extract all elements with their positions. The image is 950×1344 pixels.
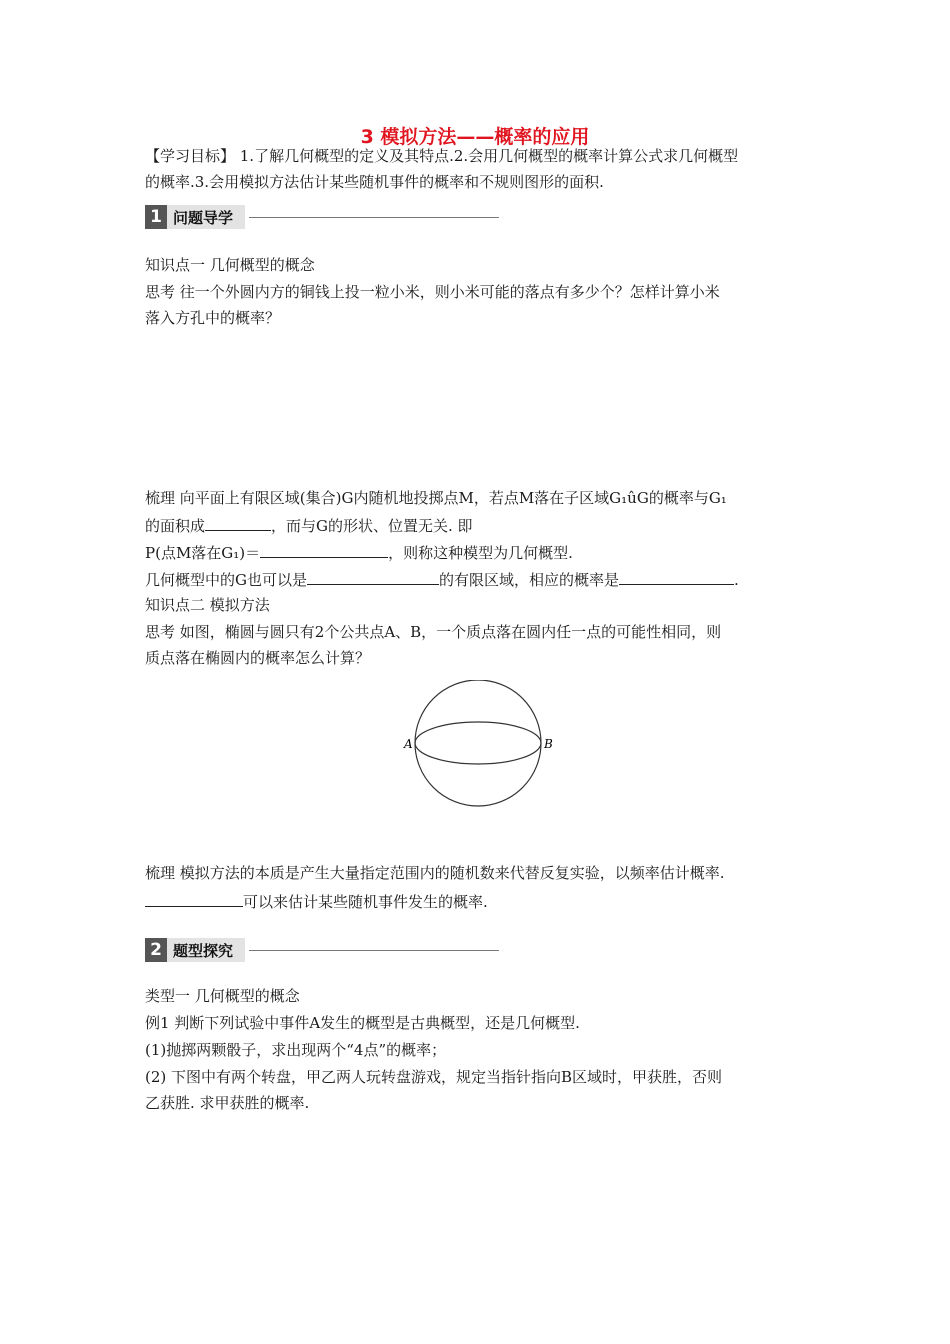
- fill-blank[interactable]: [145, 890, 243, 907]
- think-2-line-2: 质点落在椭圆内的概率怎么计算？: [145, 649, 371, 667]
- ellipse-shape: [415, 722, 541, 764]
- section-number: 1: [145, 205, 167, 229]
- learning-goals-line-2: 的概率.3.会用模拟方法估计某些随机事件的概率和不规则图形的面积.: [145, 173, 604, 191]
- fill-blank[interactable]: [619, 568, 734, 585]
- section-label: 题型探究: [167, 938, 245, 962]
- section-header-explore: [145, 938, 499, 962]
- knowledge-point-2-heading: 知识点二 模拟方法: [145, 596, 270, 614]
- fill-blank[interactable]: [205, 514, 271, 531]
- summary-text: .: [734, 571, 739, 589]
- fill-blank[interactable]: [307, 568, 439, 585]
- think-1-line-2: 落入方孔中的概率？: [145, 309, 281, 327]
- point-a-label: A: [404, 737, 413, 751]
- section-label: 问题导学: [167, 205, 245, 229]
- summary-2-line-1: 梳理 模拟方法的本质是产生大量指定范围内的随机数来代替反复实验，以频率估计概率.: [145, 864, 725, 882]
- summary-text: ，而与G的形状、位置无关. 即: [271, 517, 473, 535]
- example-item-2-line-2: 乙获胜. 求甲获胜的概率.: [145, 1094, 310, 1112]
- summary-text: 的有限区域，相应的概率是: [438, 571, 619, 589]
- type-1-heading: 类型一 几何概型的概念: [145, 987, 300, 1005]
- summary-1-line-4: [145, 568, 739, 590]
- circle-ellipse-figure: [396, 680, 556, 810]
- example-item-1: (1)抛掷两颗骰子，求出现两个“4点”的概率；: [145, 1041, 447, 1059]
- summary-text: 可以来估计某些随机事件发生的概率.: [243, 893, 488, 911]
- summary-text: 几何概型中的G也可以是: [145, 571, 307, 589]
- example-item-2-line-1: (2) 下图中有两个转盘，甲乙两人玩转盘游戏，规定当指针指向B区域时，甲获胜，否则: [145, 1068, 723, 1086]
- circle-shape: [415, 680, 541, 806]
- section-header-guide: [145, 205, 499, 229]
- summary-2-line-2: [145, 890, 488, 912]
- point-b-label: B: [544, 737, 553, 751]
- page-title: 3 模拟方法——概率的应用: [360, 126, 590, 148]
- think-2-line-1: 思考 如图，椭圆与圆只有2个公共点A、B，一个质点落在圆内任一点的可能性相同，则: [145, 623, 722, 641]
- summary-1-line-3: [145, 541, 573, 563]
- summary-1-line-1: 梳理 向平面上有限区域(集合)G内随机地投掷点M，若点M落在子区域G₁ûG的概率与G₁: [145, 489, 727, 507]
- summary-1-line-2: [145, 514, 473, 536]
- summary-text: ，则称这种模型为几何概型.: [388, 544, 573, 562]
- section-rule: [249, 217, 499, 218]
- section-rule: [249, 950, 499, 951]
- section-number: 2: [145, 938, 167, 962]
- think-1-line-1: 思考 往一个外圆内方的铜钱上投一粒小米，则小米可能的落点有多少个？怎样计算小米: [145, 283, 720, 301]
- example-1: 例1 判断下列试验中事件A发生的概型是古典概型，还是几何概型.: [145, 1014, 580, 1032]
- learning-goals-line-1: 【学习目标】 1.了解几何概型的定义及其特点.2.会用几何概型的概率计算公式求几何概型: [145, 147, 739, 165]
- fill-blank[interactable]: [260, 541, 388, 558]
- summary-text: 的面积成: [145, 517, 206, 535]
- knowledge-point-1-heading: 知识点一 几何概型的概念: [145, 256, 315, 274]
- summary-text: P(点M落在G₁)＝: [145, 544, 261, 562]
